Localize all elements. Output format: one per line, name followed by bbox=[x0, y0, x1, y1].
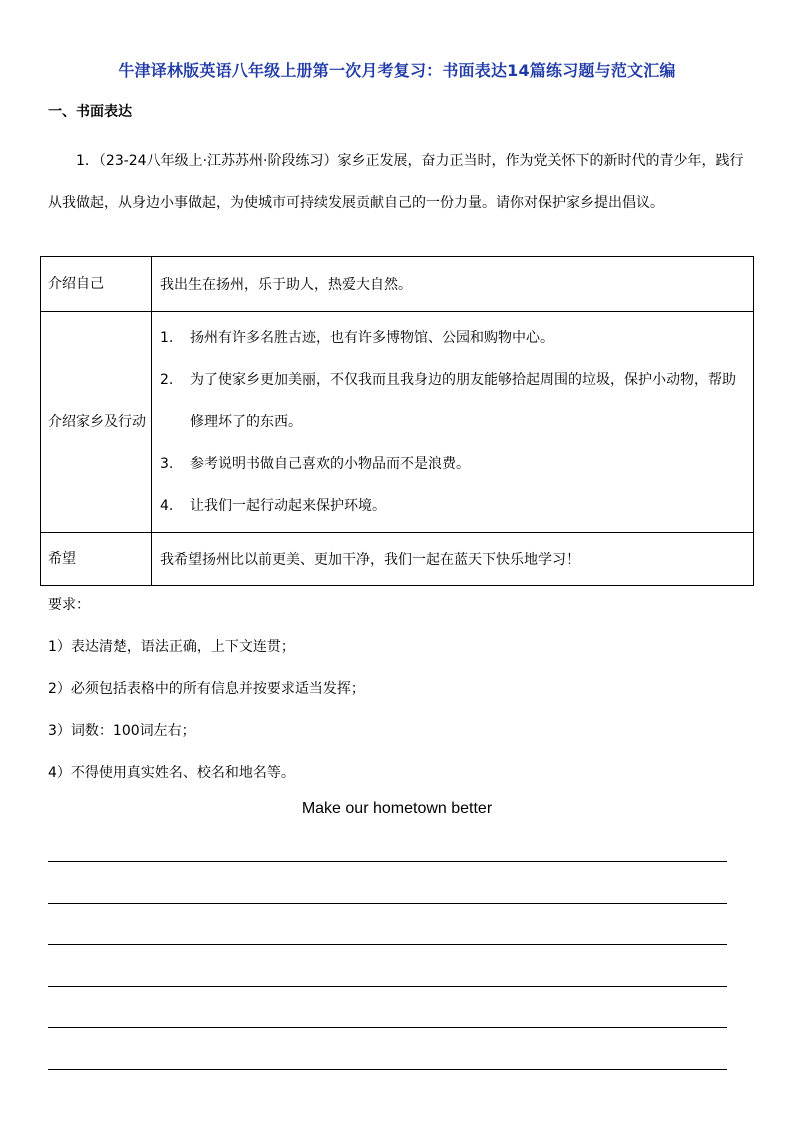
writing-line bbox=[48, 861, 727, 862]
requirement-item: 1）表达清楚，语法正确，上下文连贯； bbox=[48, 639, 295, 655]
item-number: 4. bbox=[160, 498, 174, 514]
question-intro: 1．（23-24八年级上·江苏苏州·阶段练习）家乡正发展，奋力正当时，作为党关怀下的新时代的青少年，践行从我做起，从身边小事做起，为使城市可持续发展贡献自己的一份力量。请你对保护家乡提出倡议。 bbox=[48, 153, 744, 211]
item-text: 让我们一起行动起来保护环境。 bbox=[190, 498, 386, 514]
table-row bbox=[41, 533, 754, 586]
writing-line bbox=[48, 1069, 727, 1070]
writing-line bbox=[48, 1027, 727, 1028]
item-text: 参考说明书做自己喜欢的小物品而不是浪费。 bbox=[190, 456, 470, 472]
list-item bbox=[160, 317, 747, 359]
item-number: 3. bbox=[160, 456, 174, 472]
requirement-item: 3）词数：100词左右； bbox=[48, 723, 196, 739]
document-title: 牛津译林版英语八年级上册第一次月考复习：书面表达14篇练习题与范文汇编 bbox=[118, 61, 676, 80]
requirement-item: 2）必须包括表格中的所有信息并按要求适当发挥； bbox=[48, 681, 365, 697]
item-text: 扬州有许多名胜古迹，也有许多博物馆、公园和购物中心。 bbox=[190, 330, 554, 346]
requirements-heading: 要求： bbox=[48, 597, 90, 613]
requirement-item: 4）不得使用真实姓名、校名和地名等。 bbox=[48, 765, 295, 781]
action-list bbox=[160, 313, 747, 531]
writing-line bbox=[48, 986, 727, 987]
list-item bbox=[160, 443, 747, 485]
row-label: 介绍家乡及行动 bbox=[41, 312, 152, 533]
writing-line bbox=[48, 944, 727, 945]
writing-line bbox=[48, 903, 727, 904]
row-content: 我出生在扬州，乐于助人，热爱大自然。 bbox=[152, 257, 754, 312]
table-row bbox=[41, 312, 754, 533]
item-number: 2. bbox=[160, 372, 174, 388]
info-table bbox=[40, 256, 754, 586]
requirements bbox=[48, 584, 365, 794]
item-number: 1. bbox=[160, 330, 174, 346]
row-label: 希望 bbox=[41, 533, 152, 586]
list-item bbox=[160, 359, 747, 443]
list-item bbox=[160, 485, 747, 527]
item-text: 为了使家乡更加美丽，不仅我而且我身边的朋友能够拾起周围的垃圾，保护小动物，帮助修理坏了的东西。 bbox=[190, 372, 736, 430]
essay-title: Make our hometown better bbox=[301, 800, 493, 817]
row-content: 我希望扬州比以前更美、更加干净，我们一起在蓝天下快乐地学习！ bbox=[152, 533, 754, 586]
table-row bbox=[41, 257, 754, 312]
row-label: 介绍自己 bbox=[41, 257, 152, 312]
section-heading: 一、书面表达 bbox=[48, 104, 132, 120]
